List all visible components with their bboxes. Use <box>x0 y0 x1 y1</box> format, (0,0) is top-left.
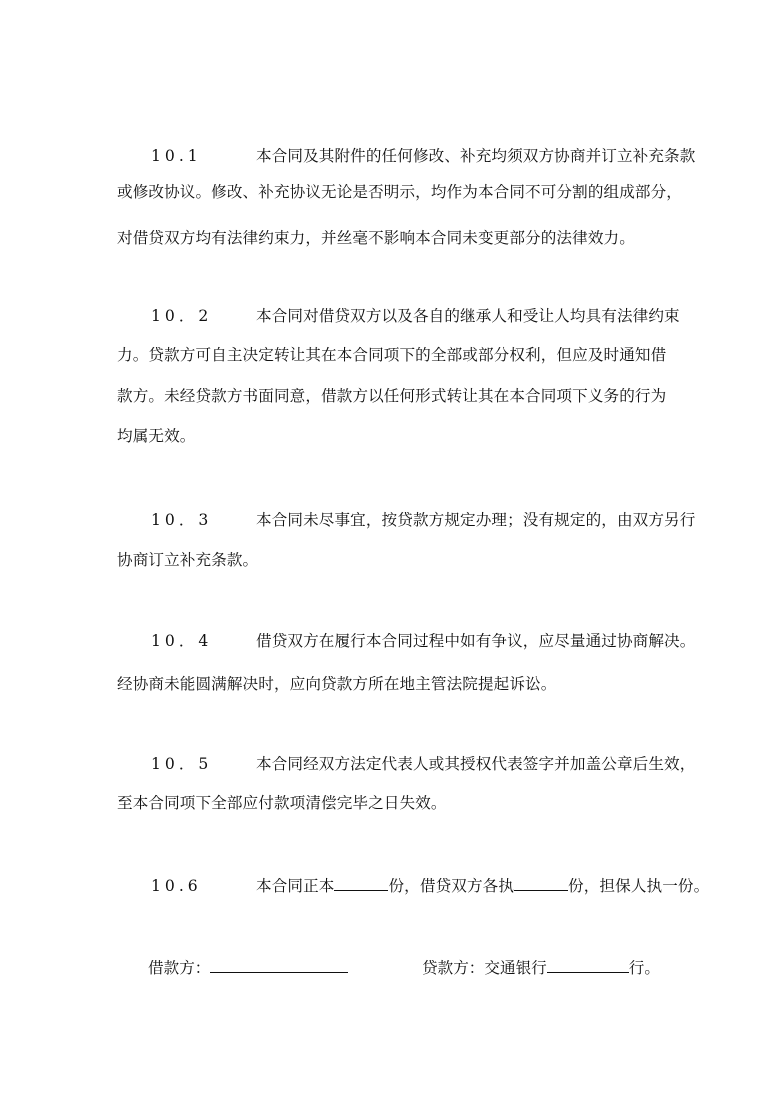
clause-number: 10．3 <box>151 511 213 529</box>
clause-number: 10．5 <box>151 755 213 773</box>
clause-text: 本合同对借贷双方以及各自的继承人和受让人均具有法律约束 <box>256 307 680 325</box>
clause-10-6-line <box>117 876 710 896</box>
lender-signature <box>422 957 660 978</box>
clause-10-1-line-3: 对借贷双方均有法律约束力，并丝毫不影响本合同未变更部分的法律效力。 <box>117 229 635 247</box>
clause-number: 10.6 <box>151 877 202 895</box>
borrower-signature <box>148 957 348 978</box>
clause-text-part: 份，借贷双方各执 <box>388 877 515 895</box>
borrower-signature-line[interactable] <box>210 957 348 973</box>
clause-10-5-line-2: 至本合同项下全部应付款项清偿完毕之日失效。 <box>117 794 447 812</box>
clause-10-2-line-4: 均属无效。 <box>117 427 196 445</box>
clause-10-4-line-1 <box>117 631 696 651</box>
clause-number: 10．4 <box>151 632 213 650</box>
clause-text: 借贷双方在履行本合同过程中如有争议，应尽量通过协商解决。 <box>256 632 696 650</box>
clause-number: 10.1 <box>151 147 202 165</box>
borrower-label: 借款方： <box>148 959 211 977</box>
lender-label: 贷款方：交通银行 <box>422 959 547 977</box>
lender-branch-line[interactable] <box>547 957 629 973</box>
clause-text: 本合同未尽事宜，按贷款方规定办理；没有规定的，由双方另行 <box>256 511 696 529</box>
copies-blank-original[interactable] <box>334 876 388 891</box>
clause-10-2-line-2: 力。贷款方可自主决定转让其在本合同项下的全部或部分权利，但应及时通知借 <box>117 346 667 364</box>
clause-10-1-line-1 <box>117 146 696 166</box>
clause-text: 本合同及其附件的任何修改、补充均须双方协商并订立补充条款 <box>256 147 696 165</box>
lender-suffix: 行。 <box>628 959 660 977</box>
clause-text: 本合同经双方法定代表人或其授权代表签字并加盖公章后生效， <box>256 755 696 773</box>
clause-10-2-line-1 <box>117 306 680 326</box>
clause-10-3-line-2: 协商订立补充条款。 <box>117 551 259 569</box>
clause-text-part: 本合同正本 <box>256 877 335 895</box>
clause-number: 10．2 <box>151 307 213 325</box>
clause-10-4-line-2: 经协商未能圆满解决时，应向贷款方所在地主管法院提起诉讼。 <box>117 675 557 693</box>
clause-10-3-line-1 <box>117 510 696 530</box>
clause-text-part: 份，担保人执一份。 <box>568 877 710 895</box>
clause-10-1-line-2: 或修改协议。修改、补充协议无论是否明示，均作为本合同不可分割的组成部分， <box>117 183 682 201</box>
copies-blank-each-party[interactable] <box>514 876 568 891</box>
clause-10-5-line-1 <box>117 754 696 774</box>
clause-10-2-line-3: 款方。未经贷款方书面同意，借款方以任何形式转让其在本合同项下义务的行为 <box>117 387 667 405</box>
